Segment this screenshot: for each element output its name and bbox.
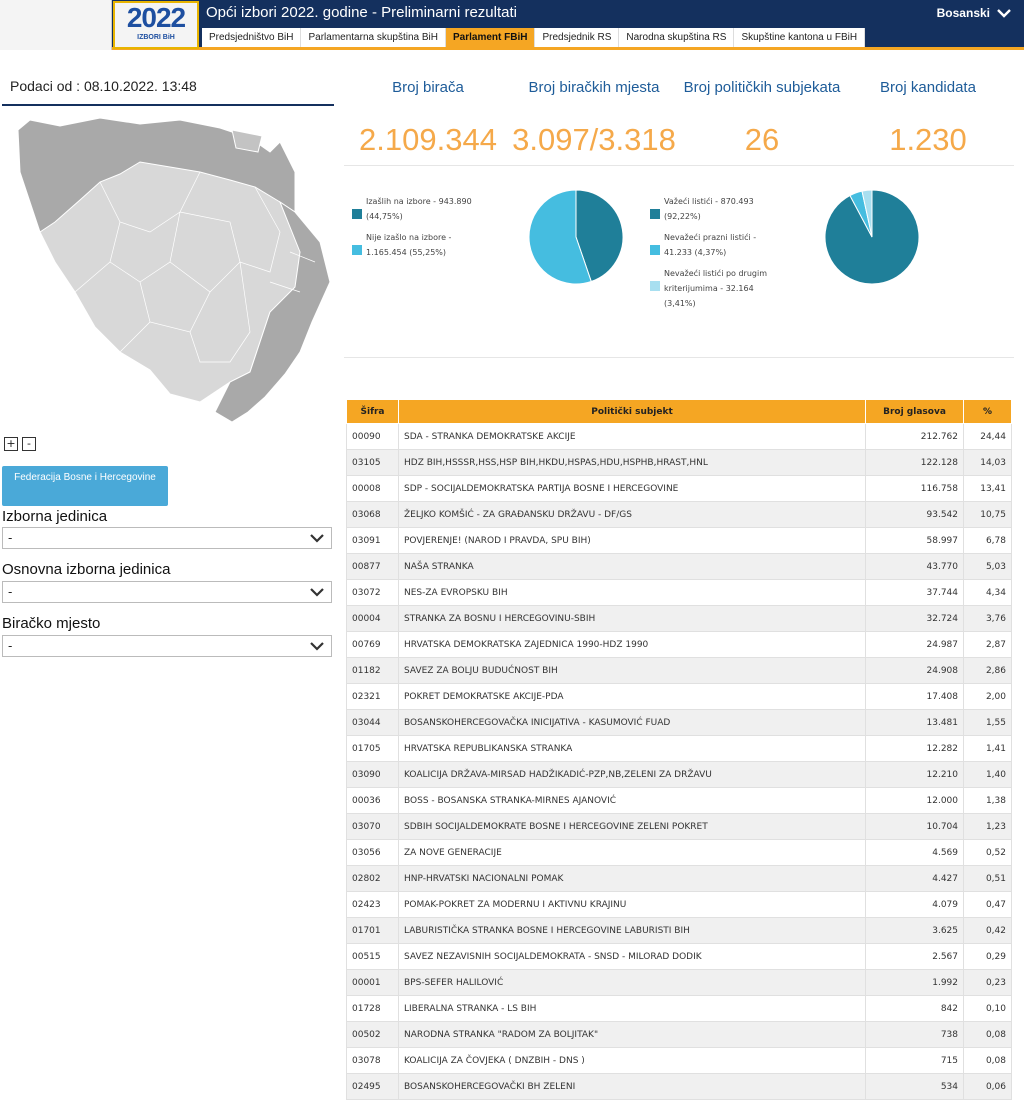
stat-value: 26 — [744, 122, 780, 157]
row-subject: BOSANSKOHERCEGOVAČKA INICIJATIVA - KASUMOVIĆ FUAD — [399, 710, 866, 736]
ballots-legend — [650, 194, 810, 311]
row-code: 00515 — [347, 944, 399, 970]
legend-text: (44,75%) — [366, 212, 403, 221]
tab-parlament-fbih[interactable]: Parlament FBiH — [446, 28, 535, 47]
table-row[interactable] — [347, 970, 1012, 996]
row-votes: 534 — [866, 1074, 964, 1100]
row-code: 02321 — [347, 684, 399, 710]
top-bar — [0, 0, 1024, 50]
legend-text: Nevažeći listići po drugim — [664, 269, 768, 278]
row-code: 01728 — [347, 996, 399, 1022]
row-code: 01705 — [347, 736, 399, 762]
tab-skupstine-kantona[interactable]: Skupštine kantona u FBiH — [734, 28, 865, 47]
row-subject: POVJERENJE! (NAROD I PRAVDA, SPU BIH) — [399, 528, 866, 554]
tab-parlamentarna-skupstina-bih[interactable]: Parlamentarna skupština BiH — [301, 28, 446, 47]
row-percent: 13,41 — [964, 476, 1012, 502]
row-subject: BPS-SEFER HALILOVIĆ — [399, 970, 866, 996]
zoom-in-button[interactable]: + — [4, 437, 18, 451]
biracko-mjesto-select[interactable] — [2, 635, 332, 657]
row-votes: 13.481 — [866, 710, 964, 736]
table-row[interactable] — [347, 476, 1012, 502]
row-percent: 0,10 — [964, 996, 1012, 1022]
legend-text: Važeći listići - 870.493 — [664, 197, 754, 206]
stat-broj-politickih-subjekata — [678, 78, 846, 158]
row-subject: LIBERALNA STRANKA - LS BIH — [399, 996, 866, 1022]
row-subject: KOALICIJA DRŽAVA-MIRSAD HADŽIKADIĆ-PZP,NB,ZELENI ZA DRŽAVU — [399, 762, 866, 788]
table-row[interactable] — [347, 632, 1012, 658]
row-code: 03056 — [347, 840, 399, 866]
row-code: 03091 — [347, 528, 399, 554]
osnovna-izborna-jedinica-select[interactable] — [2, 581, 332, 603]
table-row[interactable] — [347, 528, 1012, 554]
table-row[interactable] — [347, 1022, 1012, 1048]
row-percent: 0,29 — [964, 944, 1012, 970]
row-subject: ŽELJKO KOMŠIĆ - ZA GRAĐANSKU DRŽAVU - DF/GS — [399, 502, 866, 528]
row-votes: 1.992 — [866, 970, 964, 996]
row-votes: 24.987 — [866, 632, 964, 658]
header-left-panel — [0, 0, 112, 50]
row-percent: 0,23 — [964, 970, 1012, 996]
left-panel — [0, 68, 336, 653]
turnout-legend — [352, 194, 522, 260]
row-votes: 12.210 — [866, 762, 964, 788]
row-subject: HDZ BIH,HSSSR,HSS,HSP BIH,HKDU,HSPAS,HDU,HSPHB,HRAST,HNL — [399, 450, 866, 476]
row-code: 03044 — [347, 710, 399, 736]
row-percent: 10,75 — [964, 502, 1012, 528]
table-row[interactable] — [347, 762, 1012, 788]
row-subject: NAŠA STRANKA — [399, 554, 866, 580]
row-votes: 58.997 — [866, 528, 964, 554]
row-code: 03070 — [347, 814, 399, 840]
stat-label: Broj biračkih mjesta — [528, 79, 660, 96]
row-subject: NES-ZA EVROPSKU BIH — [399, 580, 866, 606]
row-code: 01701 — [347, 918, 399, 944]
row-votes: 2.567 — [866, 944, 964, 970]
row-percent: 0,47 — [964, 892, 1012, 918]
row-code: 02423 — [347, 892, 399, 918]
table-header-row — [347, 400, 1012, 424]
legend-text: Nevažeći prazni listići - — [664, 233, 757, 242]
row-votes: 43.770 — [866, 554, 964, 580]
row-subject: HNP-HRVATSKI NACIONALNI POMAK — [399, 866, 866, 892]
row-votes: 212.762 — [866, 424, 964, 450]
select-value: - — [8, 639, 13, 653]
row-subject: POKRET DEMOKRATSKE AKCIJE-PDA — [399, 684, 866, 710]
legend-swatch — [352, 209, 362, 219]
stat-label: Broj političkih subjekata — [683, 79, 841, 96]
row-code: 00877 — [347, 554, 399, 580]
row-code: 03072 — [347, 580, 399, 606]
bih-map[interactable] — [0, 112, 336, 432]
row-percent: 24,44 — [964, 424, 1012, 450]
ballots-pie-chart — [824, 189, 920, 285]
language-label: Bosanski — [936, 6, 990, 20]
row-code: 02802 — [347, 866, 399, 892]
logo-year: 2022 — [126, 2, 186, 33]
row-votes: 12.000 — [866, 788, 964, 814]
stat-broj-birackih-mjesta — [510, 78, 678, 158]
tab-narodna-skupstina-rs[interactable]: Narodna skupština RS — [619, 28, 734, 47]
osnovna-izborna-jedinica-label: Osnovna izborna jedinica — [2, 561, 171, 578]
row-votes: 122.128 — [866, 450, 964, 476]
legend-text: kriterijumima - 32.164 — [664, 284, 754, 293]
legend-text: (92,22%) — [664, 212, 701, 221]
row-votes: 93.542 — [866, 502, 964, 528]
chevron-down-icon — [996, 7, 1012, 19]
table-row[interactable] — [347, 684, 1012, 710]
legend-text: 41.233 (4,37%) — [664, 248, 727, 257]
izborna-jedinica-label: Izborna jedinica — [2, 508, 108, 525]
chevron-down-icon — [309, 638, 325, 654]
select-value: - — [8, 585, 13, 599]
zoom-out-button[interactable]: - — [22, 437, 36, 451]
row-percent: 0,06 — [964, 1074, 1012, 1100]
row-percent: 1,41 — [964, 736, 1012, 762]
row-percent: 1,40 — [964, 762, 1012, 788]
row-code: 03078 — [347, 1048, 399, 1074]
row-subject: SDBIH SOCIJALDEMOKRATE BOSNE I HERCEGOVINE ZELENI POKRET — [399, 814, 866, 840]
row-votes: 842 — [866, 996, 964, 1022]
row-code: 03105 — [347, 450, 399, 476]
row-percent: 1,38 — [964, 788, 1012, 814]
row-percent: 0,42 — [964, 918, 1012, 944]
table-row[interactable] — [347, 710, 1012, 736]
data-timestamp: Podaci od : 08.10.2022. 13:48 — [2, 68, 334, 106]
row-percent: 1,23 — [964, 814, 1012, 840]
header-percent[interactable]: % — [964, 400, 1012, 424]
header-code[interactable]: Šifra — [347, 400, 399, 424]
legend-text: 1.165.454 (55,25%) — [366, 248, 447, 257]
row-percent: 3,76 — [964, 606, 1012, 632]
election-tabs — [202, 28, 865, 47]
row-votes: 715 — [866, 1048, 964, 1074]
row-votes: 4.569 — [866, 840, 964, 866]
table-row[interactable] — [347, 606, 1012, 632]
row-subject: POMAK-POKRET ZA MODERNU I AKTIVNU KRAJINU — [399, 892, 866, 918]
bieracko-mjesto-label: Biračko mjesto — [2, 615, 101, 632]
row-subject: SDA - STRANKA DEMOKRATSKE AKCIJE — [399, 424, 866, 450]
results-table — [346, 399, 1012, 1100]
row-subject: HRVATSKA REPUBLIKANSKA STRANKA — [399, 736, 866, 762]
legend-item — [650, 194, 810, 224]
stat-broj-kandidata — [844, 78, 1012, 158]
row-percent: 1,55 — [964, 710, 1012, 736]
turnout-pie-chart — [528, 189, 624, 285]
stat-value: 1.230 — [889, 122, 967, 157]
table-row[interactable] — [347, 814, 1012, 840]
row-percent: 2,87 — [964, 632, 1012, 658]
legend-text: (3,41%) — [664, 299, 696, 308]
tab-predsjednik-rs[interactable]: Predsjednik RS — [535, 28, 619, 47]
row-percent: 2,86 — [964, 658, 1012, 684]
row-code: 00090 — [347, 424, 399, 450]
row-percent: 5,03 — [964, 554, 1012, 580]
language-selector[interactable] — [937, 6, 1012, 20]
chevron-down-icon — [309, 530, 325, 546]
row-code: 03068 — [347, 502, 399, 528]
row-subject: BOSANSKOHERCEGOVAČKI BH ZELENI — [399, 1074, 866, 1100]
row-subject: BOSS - BOSANSKA STRANKA-MIRNES AJANOVIĆ — [399, 788, 866, 814]
table-row[interactable] — [347, 788, 1012, 814]
legend-text: Izašlih na izbore - 943.890 — [366, 197, 472, 206]
table-row[interactable] — [347, 996, 1012, 1022]
table-row[interactable] — [347, 918, 1012, 944]
row-percent: 0,08 — [964, 1022, 1012, 1048]
legend-swatch — [650, 209, 660, 219]
legend-item — [352, 194, 522, 224]
table-row[interactable] — [347, 658, 1012, 684]
stat-value: 3.097/3.318 — [512, 122, 676, 157]
row-code: 00502 — [347, 1022, 399, 1048]
table-row[interactable] — [347, 1048, 1012, 1074]
row-votes: 3.625 — [866, 918, 964, 944]
table-row[interactable] — [347, 736, 1012, 762]
row-subject: NARODNA STRANKA "RADOM ZA BOLJITAK" — [399, 1022, 866, 1048]
row-votes: 4.079 — [866, 892, 964, 918]
table-row[interactable] — [347, 450, 1012, 476]
row-subject: SAVEZ NEZAVISNIH SOCIJALDEMOKRATA - SNSD - MILORAD DODIK — [399, 944, 866, 970]
results-body — [347, 424, 1012, 1100]
row-votes: 738 — [866, 1022, 964, 1048]
table-row[interactable] — [347, 944, 1012, 970]
row-votes: 12.282 — [866, 736, 964, 762]
row-votes: 37.744 — [866, 580, 964, 606]
tab-predsjednistvo-bih[interactable]: Predsjedništvo BiH — [202, 28, 301, 47]
row-percent: 4,34 — [964, 580, 1012, 606]
table-row[interactable] — [347, 892, 1012, 918]
row-code: 00769 — [347, 632, 399, 658]
election-logo[interactable] — [113, 1, 199, 49]
row-percent: 0,08 — [964, 1048, 1012, 1074]
row-code: 03090 — [347, 762, 399, 788]
legend-swatch — [650, 245, 660, 255]
row-subject: STRANKA ZA BOSNU I HERCEGOVINU-SBIH — [399, 606, 866, 632]
legend-item — [650, 266, 810, 311]
row-code: 00004 — [347, 606, 399, 632]
legend-swatch — [352, 245, 362, 255]
table-row[interactable] — [347, 424, 1012, 450]
charts-panel — [344, 170, 1014, 358]
row-percent: 14,03 — [964, 450, 1012, 476]
row-votes: 24.908 — [866, 658, 964, 684]
row-votes: 10.704 — [866, 814, 964, 840]
table-row[interactable] — [347, 866, 1012, 892]
row-subject: SAVEZ ZA BOLJU BUDUĆNOST BIH — [399, 658, 866, 684]
row-votes: 17.408 — [866, 684, 964, 710]
select-value: - — [8, 531, 13, 545]
stat-value: 2.109.344 — [359, 122, 497, 157]
header-votes[interactable]: Broj glasova — [866, 400, 964, 424]
page-title: Opći izbori 2022. godine - Preliminarni rezultati — [206, 4, 517, 21]
row-code: 02495 — [347, 1074, 399, 1100]
logo-subtitle: IZBORI BiH — [137, 34, 175, 41]
row-votes: 4.427 — [866, 866, 964, 892]
table-row[interactable] — [347, 502, 1012, 528]
row-votes: 116.758 — [866, 476, 964, 502]
izborna-jedinica-select[interactable] — [2, 527, 332, 549]
row-percent: 0,51 — [964, 866, 1012, 892]
row-percent: 2,00 — [964, 684, 1012, 710]
header-subject[interactable]: Politički subjekt — [399, 400, 866, 424]
map-zoom-controls — [4, 437, 36, 451]
row-code: 00036 — [347, 788, 399, 814]
legend-item — [650, 230, 810, 260]
table-row[interactable] — [347, 554, 1012, 580]
legend-swatch — [650, 281, 660, 291]
row-subject: SDP - SOCIJALDEMOKRATSKA PARTIJA BOSNE I HERCEGOVINE — [399, 476, 866, 502]
row-votes: 32.724 — [866, 606, 964, 632]
row-percent: 6,78 — [964, 528, 1012, 554]
chevron-down-icon — [309, 584, 325, 600]
federation-button[interactable]: Federacija Bosne i Hercegovine — [2, 466, 168, 506]
stats-panel — [344, 68, 1014, 166]
legend-item — [352, 230, 522, 260]
row-percent: 0,52 — [964, 840, 1012, 866]
row-code: 00001 — [347, 970, 399, 996]
table-row[interactable] — [347, 580, 1012, 606]
stat-label: Broj kandidata — [880, 79, 976, 96]
row-code: 00008 — [347, 476, 399, 502]
row-code: 01182 — [347, 658, 399, 684]
row-subject: KOALICIJA ZA ČOVJEKA ( DNZBIH - DNS ) — [399, 1048, 866, 1074]
table-row[interactable] — [347, 1074, 1012, 1100]
stat-broj-biraca — [344, 78, 512, 158]
table-row[interactable] — [347, 840, 1012, 866]
row-subject: HRVATSKA DEMOKRATSKA ZAJEDNICA 1990-HDZ 1990 — [399, 632, 866, 658]
legend-text: Nije izašlo na izbore - — [366, 233, 452, 242]
row-subject: LABURISTIČKA STRANKA BOSNE I HERCEGOVINE LABURISTI BIH — [399, 918, 866, 944]
row-subject: ZA NOVE GENERACIJE — [399, 840, 866, 866]
stat-label: Broj birača — [392, 79, 464, 96]
